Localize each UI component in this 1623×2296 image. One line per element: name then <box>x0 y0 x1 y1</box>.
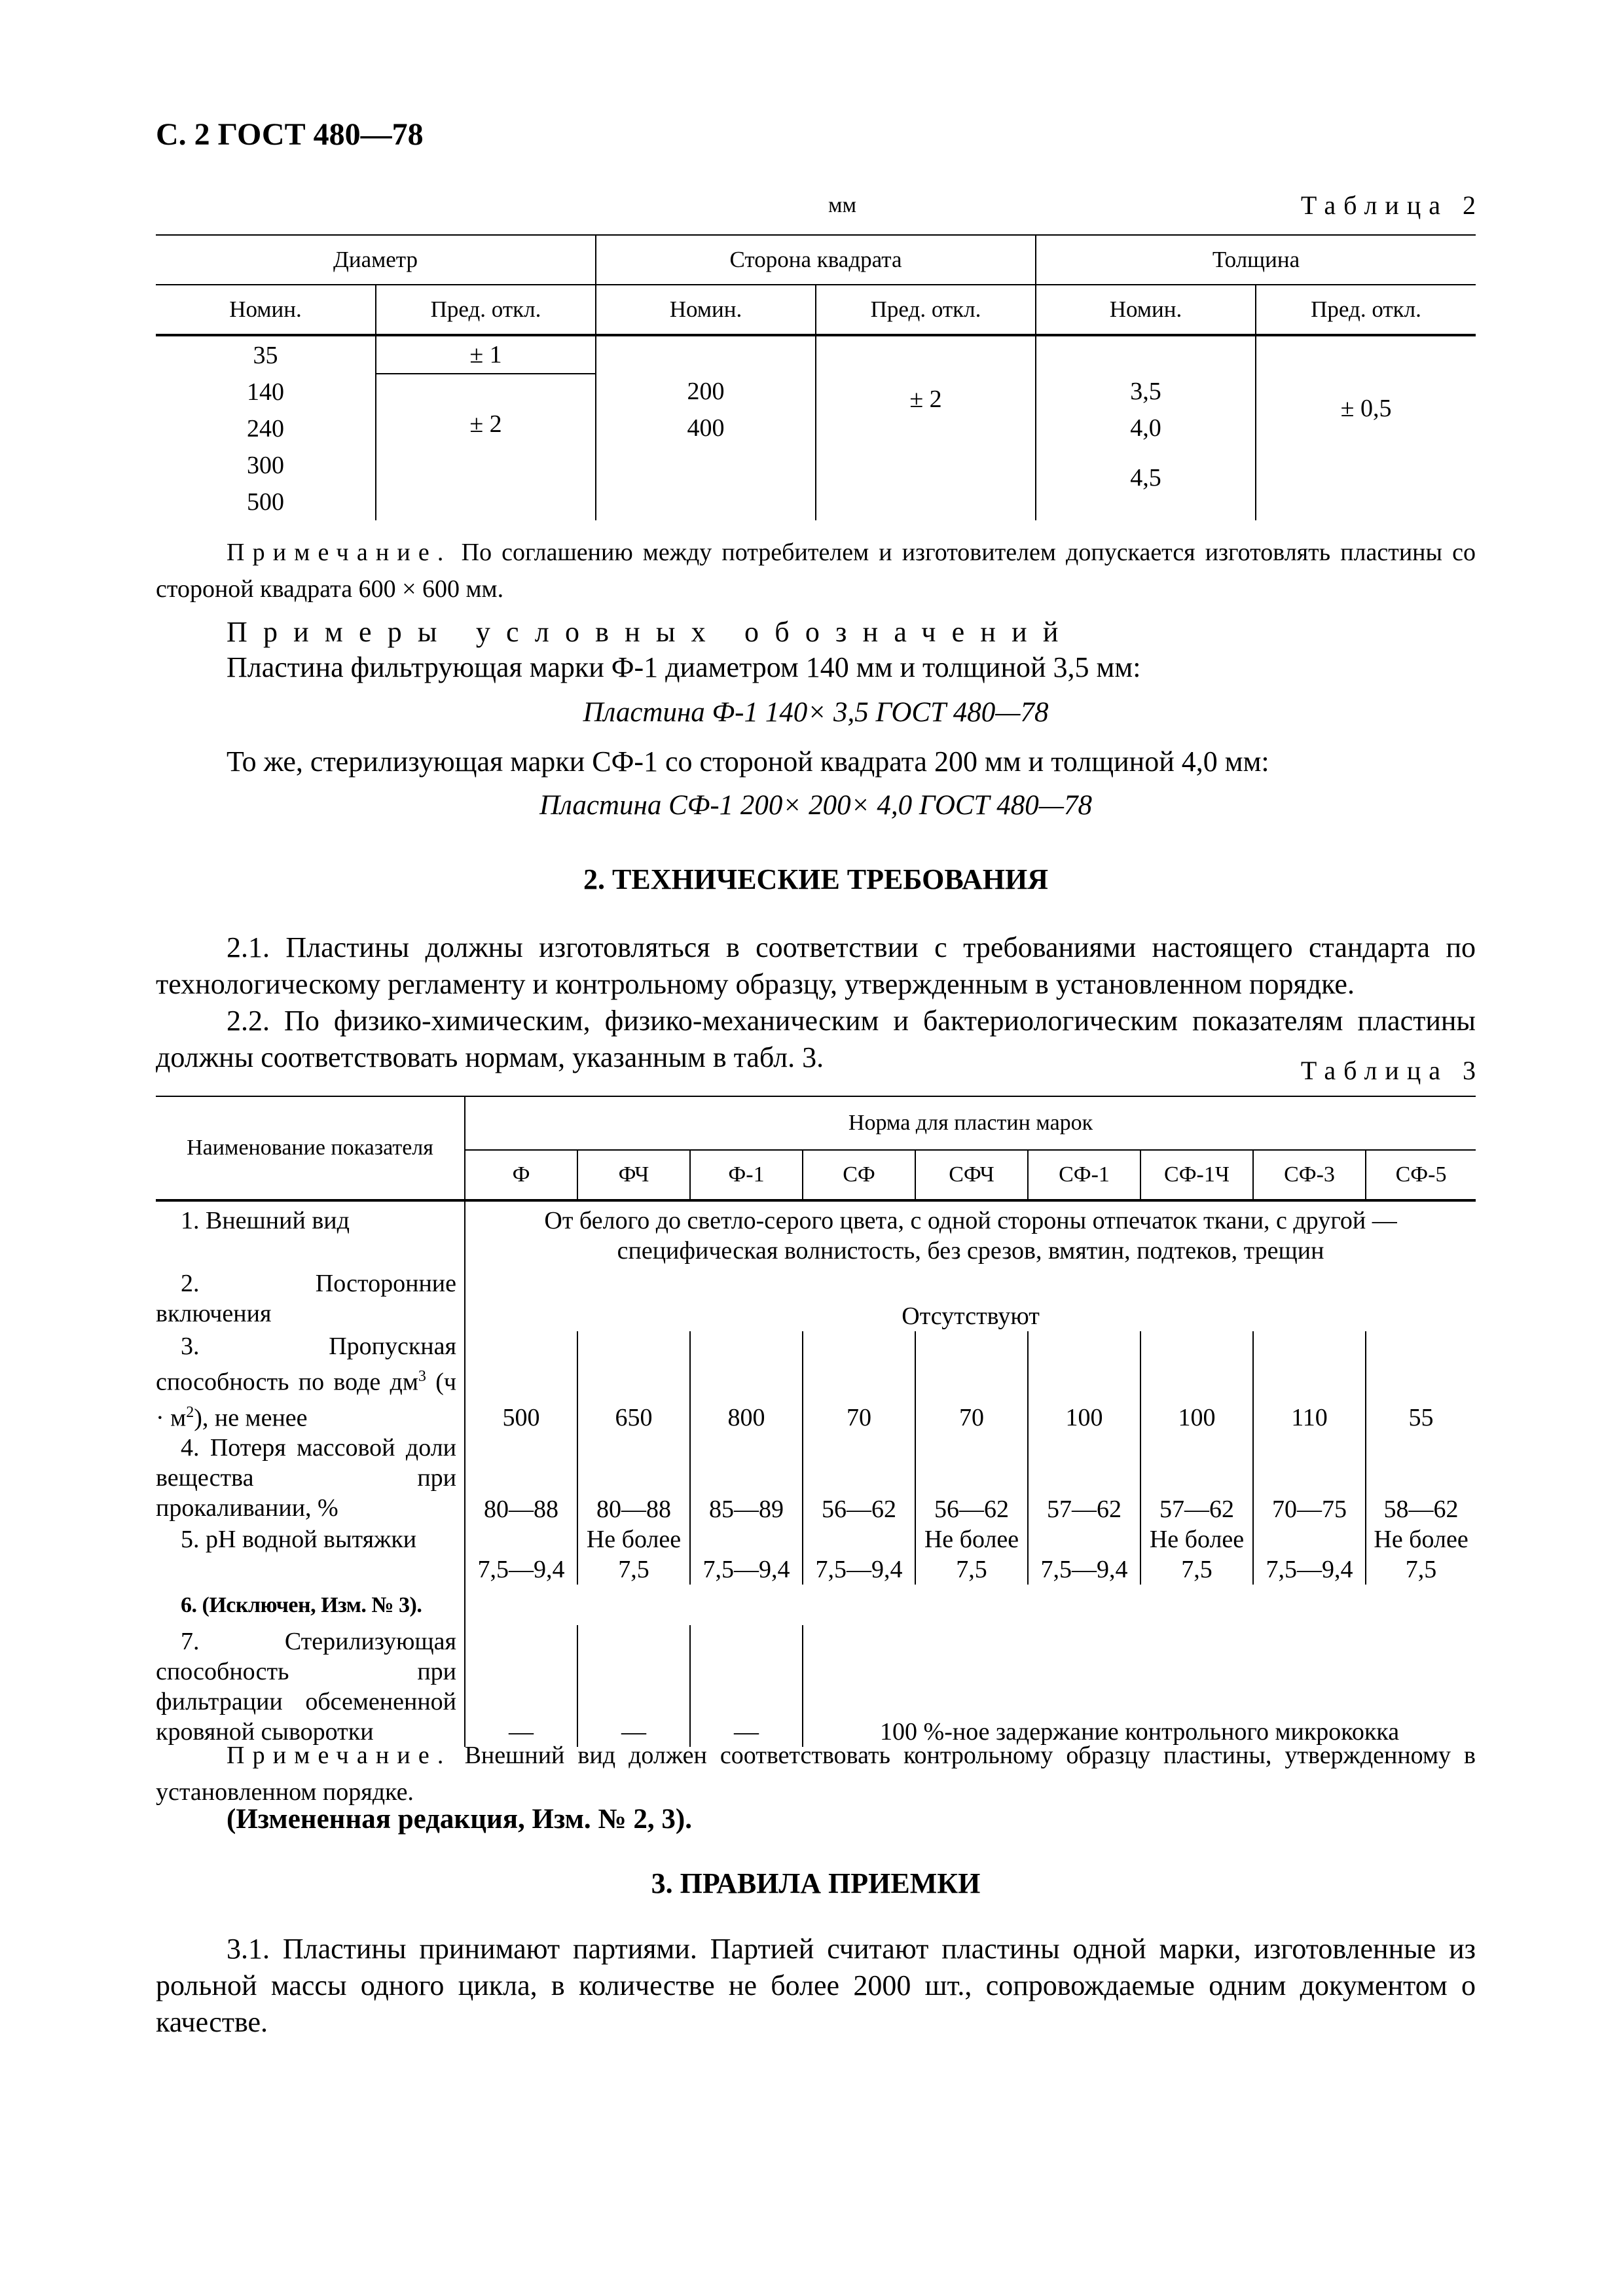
table3-row1-value: От белого до светло-серого цвета, с одной стороны отпечаток ткани, с другой — специфическая волнистость, без срезов, вмятин, подтеков, трещин <box>465 1200 1476 1266</box>
revision-note: (Измененная редакция, Изм. № 2, 3). <box>227 1804 692 1835</box>
table2-value: 3,5 <box>1130 378 1161 405</box>
table2-cell <box>596 335 816 520</box>
section3-p1 <box>156 1931 1476 2041</box>
table3-row3-sup2: 2 <box>186 1403 194 1421</box>
section2-p1 <box>156 929 1476 1003</box>
table3-cell: Не более 7,5 <box>1366 1524 1476 1585</box>
table3-brand: СФ-5 <box>1366 1150 1476 1200</box>
table2-subheader: Пред. откл. <box>816 285 1036 335</box>
table3-row3-sup1: 3 <box>418 1368 426 1385</box>
table3-indicator <box>156 1266 465 1331</box>
table3-cell: 80—88 <box>465 1433 577 1524</box>
table3-cell: — <box>690 1625 803 1747</box>
table2-value: 400 <box>687 414 725 442</box>
table3-cell: 70—75 <box>1253 1433 1366 1524</box>
examples-title: Примеры условных обозначений <box>227 616 1074 648</box>
table2-caption: Таблица 2 <box>1300 190 1484 220</box>
table3-cell: — <box>577 1625 690 1747</box>
table3-cell: Не более 7,5 <box>1140 1524 1253 1585</box>
table2-value: ± 2 <box>469 410 502 438</box>
table2-subheader: Номин. <box>156 285 376 335</box>
note1 <box>156 534 1476 607</box>
table3-cell: 7,5—9,4 <box>465 1524 577 1585</box>
table3-brand: Ф <box>465 1150 577 1200</box>
table3-cell: 57—62 <box>1028 1433 1140 1524</box>
table3-cell: 110 <box>1253 1331 1366 1433</box>
table3 <box>156 1096 1476 1747</box>
table2 <box>156 234 1476 520</box>
table2-cell: 500 <box>247 488 284 516</box>
table3-cell: 70 <box>803 1331 915 1433</box>
table3-brand: СФ-1 <box>1028 1150 1140 1200</box>
table3-row3-name-a: 3. Пропускная способность по воде дм <box>156 1333 456 1396</box>
table3-cell: 7,5—9,4 <box>690 1524 803 1585</box>
table3-indicator <box>156 1625 465 1747</box>
table2-value: 4,0 <box>1130 414 1161 442</box>
note2-text: Внешний вид должен соответствовать контрольному образцу пластины, утвержденному в установленном порядке. <box>156 1742 1476 1806</box>
table2-unit: мм <box>828 193 857 217</box>
table2-cell: 300 <box>247 452 284 479</box>
table3-brand: СФ <box>803 1150 915 1200</box>
note2 <box>156 1737 1476 1810</box>
section2-p1-text: 2.1. Пластины должны изготовляться в соответствии с требованиями настоящего стандарта по технологическому регламенту и контрольному образцу, утвержденным в установленном порядке. <box>156 931 1476 1000</box>
table3-indicator <box>156 1433 465 1524</box>
table3-cell: 58—62 <box>1366 1433 1476 1524</box>
table3-cell: 80—88 <box>577 1433 690 1524</box>
table2-value: ± 0,5 <box>1340 395 1392 422</box>
table2-cell: 35 <box>253 341 278 369</box>
section2-p2 <box>156 1003 1476 1076</box>
table3-row5-name: 5. pH водной вытяжки <box>181 1526 417 1554</box>
table2-cell <box>376 374 596 520</box>
table3-cell: 7,5—9,4 <box>1028 1524 1140 1585</box>
table2-subheader: Пред. откл. <box>376 285 596 335</box>
table3-brand: ФЧ <box>577 1150 690 1200</box>
table3-cell: 56—62 <box>803 1433 915 1524</box>
table3-row4-name: 4. Потеря массовой доли вещества при прокаливании, % <box>156 1434 456 1522</box>
table2-cell: 140 <box>247 378 284 406</box>
table3-indicator <box>156 1524 465 1585</box>
table2-group-thickness: Толщина <box>1036 235 1476 285</box>
table3-cell: 100 <box>1140 1331 1253 1433</box>
table2-subheader: Пред. откл. <box>1256 285 1476 335</box>
table3-row3-name-c: ), не менее <box>194 1404 308 1432</box>
table2-group-square: Сторона квадрата <box>596 235 1036 285</box>
table3-indicator <box>156 1331 465 1433</box>
table3-cell: Не более 7,5 <box>577 1524 690 1585</box>
table3-cell: 500 <box>465 1331 577 1433</box>
table3-indicator <box>156 1200 465 1266</box>
examples-code1: Пластина Ф-1 140× 3,5 ГОСТ 480—78 <box>583 697 1049 728</box>
section3-heading: 3. ПРАВИЛА ПРИЕМКИ <box>651 1867 981 1899</box>
table3-cell: 70 <box>915 1331 1028 1433</box>
examples-line1: Пластина фильтрующая марки Ф-1 диаметром 140 мм и толщиной 3,5 мм: <box>227 651 1141 683</box>
examples-code2: Пластина СФ-1 200× 200× 4,0 ГОСТ 480—78 <box>539 790 1092 821</box>
table2-subheader: Номин. <box>1036 285 1256 335</box>
table2-cell <box>1256 335 1476 520</box>
table3-brand: СФЧ <box>915 1150 1028 1200</box>
table3-brand: Ф-1 <box>690 1150 803 1200</box>
table3-row6-name: 6. (Исключен, Изм. № 3). <box>181 1593 422 1618</box>
table3-cell: 55 <box>1366 1331 1476 1433</box>
note2-label: Примечание. <box>227 1742 452 1769</box>
table2-subheader: Номин. <box>596 285 816 335</box>
section2-heading: 2. ТЕХНИЧЕСКИЕ ТРЕБОВАНИЯ <box>583 863 1048 895</box>
table3-brand: СФ-3 <box>1253 1150 1366 1200</box>
table3-col-indicator: Наименование показателя <box>156 1096 465 1200</box>
note1-label: Примечание. <box>227 539 452 566</box>
table3-cell: Не более 7,5 <box>915 1524 1028 1585</box>
examples-line2: То же, стерилизующая марки СФ-1 со стороной квадрата 200 мм и толщиной 4,0 мм: <box>227 745 1269 778</box>
table3-cell: 650 <box>577 1331 690 1433</box>
table3-cell: 57—62 <box>1140 1433 1253 1524</box>
table3-cell <box>465 1585 1476 1625</box>
table3-brand: СФ-1Ч <box>1140 1150 1253 1200</box>
section3-p1-text: 3.1. Пластины принимают партиями. Партией считают пластины одной марки, изготовленные из рольной массы одного цикла, в количестве не более 2000 шт., сопровождаемые одним документом о качестве. <box>156 1933 1476 2038</box>
table2-group-diameter: Диаметр <box>156 235 596 285</box>
table2-value: 200 <box>687 378 725 405</box>
table3-indicator <box>156 1585 465 1625</box>
table3-cell: 85—89 <box>690 1433 803 1524</box>
table2-value: 4,5 <box>1130 464 1161 492</box>
table3-cell: 100 <box>1028 1331 1140 1433</box>
table3-cell: 800 <box>690 1331 803 1433</box>
table3-row7-name: 7. Стерилизующая способность при фильтрации обсемененной кровяной сыворотки <box>156 1628 456 1746</box>
table3-cell: — <box>465 1625 577 1747</box>
table3-row1-name: 1. Внешний вид <box>181 1207 350 1234</box>
table3-row2-name: 2. Посторонние включения <box>156 1270 456 1327</box>
table3-caption: Таблица 3 <box>1300 1056 1484 1085</box>
table3-row3-name-b: (ч · м <box>156 1368 456 1432</box>
table3-cell: 7,5—9,4 <box>803 1524 915 1585</box>
note1-text: По соглашению между потребителем и изготовителем допускается изготовлять пластины со стороной квадрата 600 × 600 мм. <box>156 539 1476 603</box>
table3-row2-value: Отсутствуют <box>465 1266 1476 1331</box>
table2-cell <box>816 335 1036 520</box>
table2-value: ± 2 <box>909 386 942 413</box>
table2-cell: 240 <box>247 415 284 442</box>
table3-row7-value: 100 %-ное задержание контрольного микрококка <box>803 1625 1476 1747</box>
table2-cell <box>1036 335 1256 520</box>
table3-cell: 7,5—9,4 <box>1253 1524 1366 1585</box>
page-header: С. 2 ГОСТ 480—78 <box>156 117 424 152</box>
table3-cell: 56—62 <box>915 1433 1028 1524</box>
table3-col-group: Норма для пластин марок <box>465 1096 1476 1150</box>
table2-cell: ± 1 <box>376 335 596 374</box>
section2-p2-text: 2.2. По физико-химическим, физико-механическим и бактериологическим показателям пластины должны соответствовать нормам, указанным в табл. 3. <box>156 1005 1476 1073</box>
